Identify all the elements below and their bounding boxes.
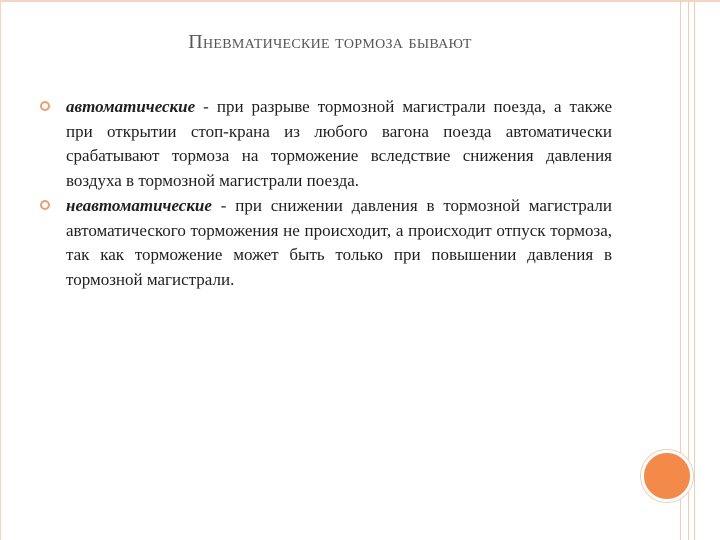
bullet-item-automatic [40,95,612,193]
bullet-term: неавтоматические [66,196,212,215]
bullet-item-non-automatic [40,194,612,292]
top-border [0,0,720,2]
decorative-orange-circle [641,450,693,502]
decorative-vertical-rule [694,0,695,540]
bullet-separator: - [211,196,236,215]
left-border [0,0,1,540]
bullet-separator: - [195,97,217,116]
bullet-text: при снижении давления в тормозной магистрали автоматического торможения не происходит, а происходит отпуск тормоза, так как торможение может быть только при повышении давления в тормозной магистрали. [66,196,612,289]
bullet-circle-icon [40,200,50,210]
bullet-term: автоматические [66,97,196,116]
bullet-circle-icon [40,101,50,111]
decorative-vertical-rule [688,0,689,540]
bullet-text: при разрыве тормозной магистрали поезда, а также при открытии стоп-крана из любого вагона поезда автоматически срабатывают тормоза на торможение вследствие снижения давления воздуха в тормозной магистрали поезда. [66,97,612,190]
bullet-list [40,95,612,293]
slide-title: Пневматические тормоза бывают [188,31,472,53]
